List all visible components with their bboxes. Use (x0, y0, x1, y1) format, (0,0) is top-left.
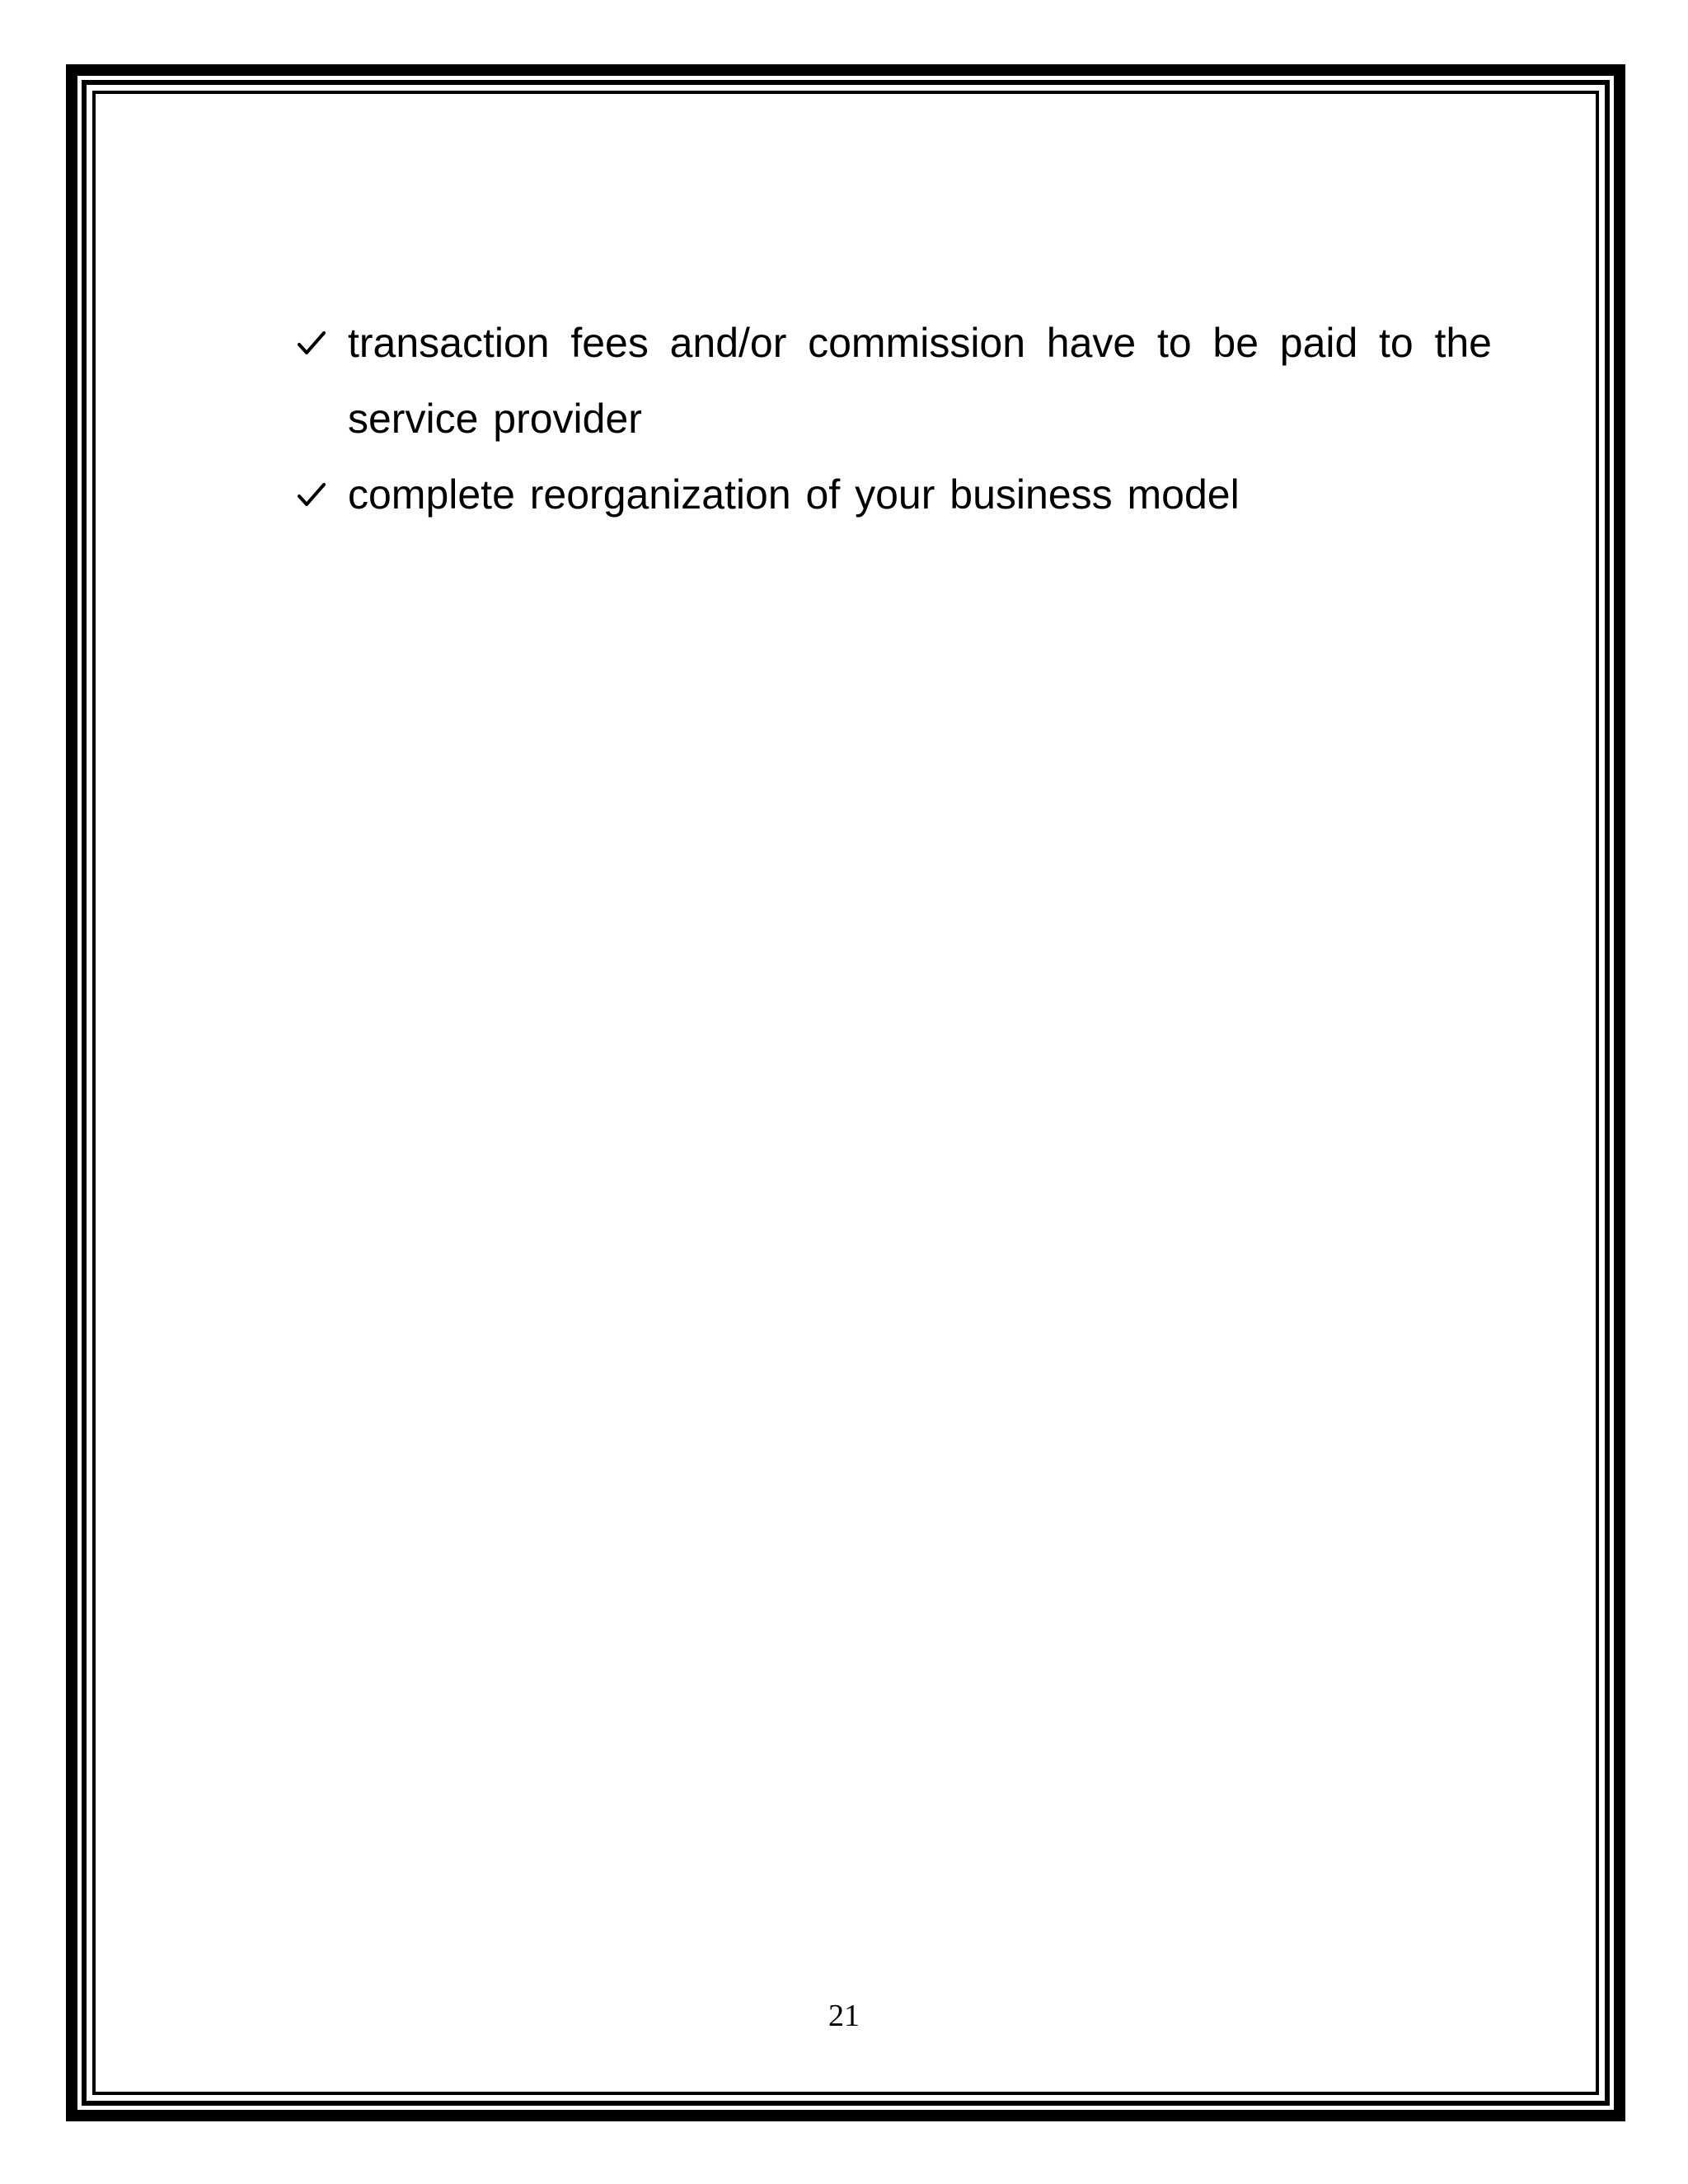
page-content (297, 305, 1492, 532)
bullet-list (297, 305, 1492, 532)
check-icon (297, 305, 333, 381)
bullet-text: complete reorganization of your business model (348, 471, 1240, 518)
bullet-item (297, 457, 1492, 532)
page-number: 21 (828, 1999, 860, 2033)
bullet-item (297, 305, 1492, 457)
check-icon (297, 457, 333, 532)
bullet-text: transaction fees and/or commission have to be paid to the service provider (348, 320, 1492, 442)
